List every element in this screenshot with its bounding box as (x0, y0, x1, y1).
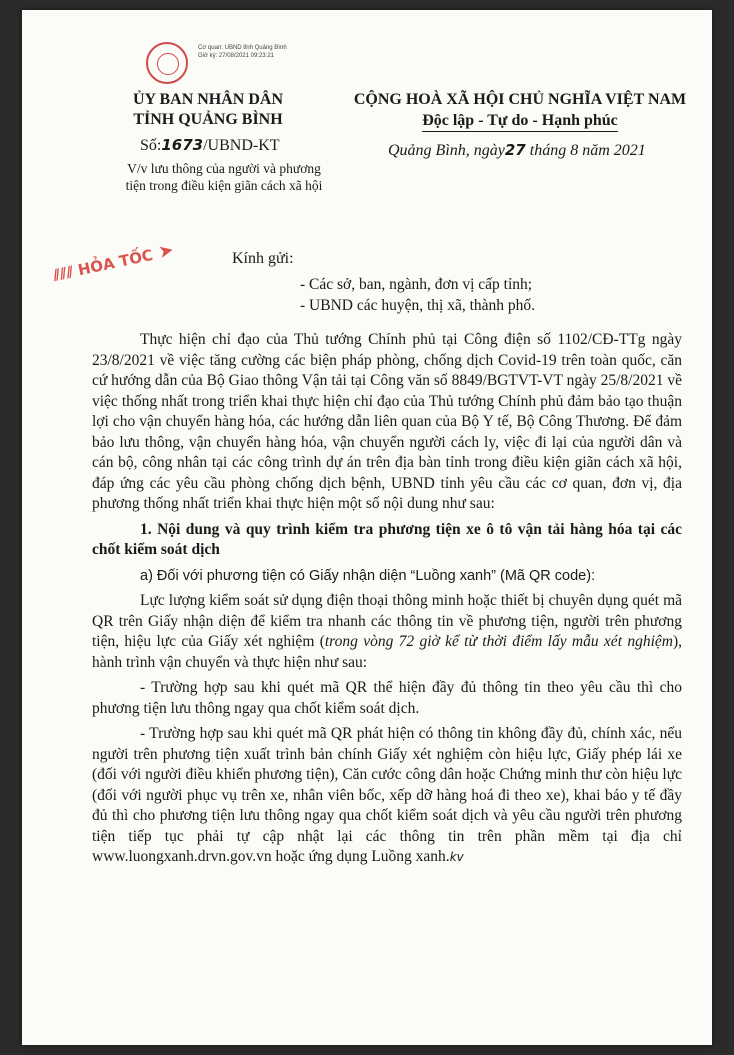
stamp-stripes-icon: ⫽⫽⫽ (51, 261, 81, 285)
subsection-a-title: a) Đối với phương tiện có Giấy nhận diện “Luồng xanh” (Mã QR code): (140, 567, 596, 584)
para-a-start: Lực lượng kiểm soát sử dụng điện thoại thông minh hoặc thiết bị chuyên dụng quét mã QR trên Giấy nhận diện để kiểm tra nhanh các thông tin về phương tiện, người trên phương tiện, hiệu lực của Giấy xét nghiệm ( (92, 592, 682, 650)
recipient-item: - UBND các huyện, thị xã, thành phố. (300, 297, 536, 314)
bullet-2-text: - Trường hợp sau khi quét mã QR phát hiện có thông tin không đầy đủ, chính xác, nếu người trên phương tiện xuất trình bản chính Giấy xét nghiệm còn hiệu lực, Giấy phép lái xe (đối với người điều khiển phương tiện), Căn cước công dân hoặc Chứng minh thư còn hiệu lực (đối với người phục vụ trên xe, nhân viên bốc, xếp dỡ hàng hoá đi theo xe), khai báo y tế đầy đủ thì cho phương tiện lưu thông ngay qua chốt kiểm soát dịch và yêu cầu người trên phương tiện tiếp tục phải tự cập nhật lại các thông tin trên phần mềm tại địa chỉ www.luongxanh.drvn.gov.vn hoặc ứng dụng Luồng xanh. (92, 725, 682, 865)
stamp-text: HỎA TỐC (76, 245, 155, 280)
signature-metadata (198, 44, 287, 60)
digital-signature-seal-icon (146, 42, 188, 84)
place-date-suffix: tháng 8 năm 2021 (529, 142, 646, 159)
intro-paragraph: Thực hiện chỉ đạo của Thủ tướng Chính phủ tại Công điện số 1102/CĐ-TTg ngày 23/8/2021 về việc tăng cường các biện pháp phòng, chống dịch Covid-19 trên toàn quốc, căn cứ hướng dẫn của Bộ Giao thông Vận tải tại Công văn số 8849/BGTVT-VT ngày 25/8/2021 về việc thống nhất trong triển khai thực hiện chỉ đạo của Thủ tướng Chính phủ đảm bảo tạo thuận lợi cho vận chuyển hàng hóa, các hướng dẫn liên quan của Bộ Y tế, Bộ Công Thương. Để đảm bảo lưu thông, vận chuyển hàng hóa, vận chuyển người cách ly, việc đi lại của người dân và cán bộ, công nhân tại các công trình dự án trên địa bàn tỉnh trong điều kiện giãn cách xã hội, đáp ứng các yêu cầu phòng chống dịch bệnh, UBND tỉnh yêu cầu các cơ quan, đơn vị, địa phương thống nhất triển khai thực hiện một số nội dung như sau: (92, 331, 682, 512)
bullet-paragraph-2 (92, 724, 682, 868)
agency-line-2: TỈNH QUẢNG BÌNH (133, 111, 283, 128)
national-motto: Độc lập - Tự do - Hạnh phúc (422, 110, 618, 132)
doc-no-handwritten: 1673 (161, 136, 204, 154)
recipients-list (300, 274, 535, 316)
urgent-stamp (51, 239, 175, 285)
section-heading-1: 1. Nội dung và quy trình kiểm tra phương tiện xe ô tô vận tải hàng hóa tại các chốt kiểm soát dịch (92, 520, 682, 558)
document-page (22, 10, 712, 1045)
signature-agency: Cơ quan: UBND tỉnh Quảng Bình (198, 45, 287, 51)
national-header (340, 90, 700, 132)
doc-no-suffix: /UBND-KT (203, 137, 280, 154)
nation-name: CỘNG HOÀ XÃ HỘI CHỦ NGHĨA VIỆT NAM (353, 91, 687, 108)
subject-line-1: V/v lưu thông của người và phương (127, 161, 321, 176)
recipients-greeting: Kính gửi: (232, 250, 294, 267)
bullet-paragraph-1: - Trường hợp sau khi quét mã QR thể hiện đầy đủ thông tin theo yêu cầu thì cho phương tiện lưu thông ngay qua chốt kiểm soát dịch. (92, 679, 682, 717)
place-and-date (388, 141, 646, 160)
place-date-prefix: Quảng Bình, ngày (388, 142, 505, 159)
document-subject (104, 160, 344, 194)
subsection-a-paragraph (92, 591, 682, 673)
issuing-agency (108, 90, 308, 130)
doc-no-prefix: Số: (140, 137, 162, 154)
stamp-arrow-icon: ➤ (150, 239, 176, 265)
para-a-end: ), hành trình vận chuyển và thực hiện như sau: (92, 633, 682, 671)
document-number (140, 136, 280, 155)
place-date-day: 27 (504, 141, 526, 159)
subject-line-2: tiện trong điều kiện giãn cách xã hội (125, 178, 323, 193)
para-a-italic: trong vòng 72 giờ kể từ thời điểm lấy mẫu xét nghiệm (324, 633, 673, 650)
initials-mark: kv (449, 850, 464, 864)
agency-line-1: ỦY BAN NHÂN DÂN (132, 91, 284, 108)
signature-time: Giờ ký: 27/08/2021 09:23:21 (198, 53, 274, 59)
document-body (92, 330, 682, 873)
recipient-item: - Các sở, ban, ngành, đơn vị cấp tỉnh; (300, 276, 533, 293)
